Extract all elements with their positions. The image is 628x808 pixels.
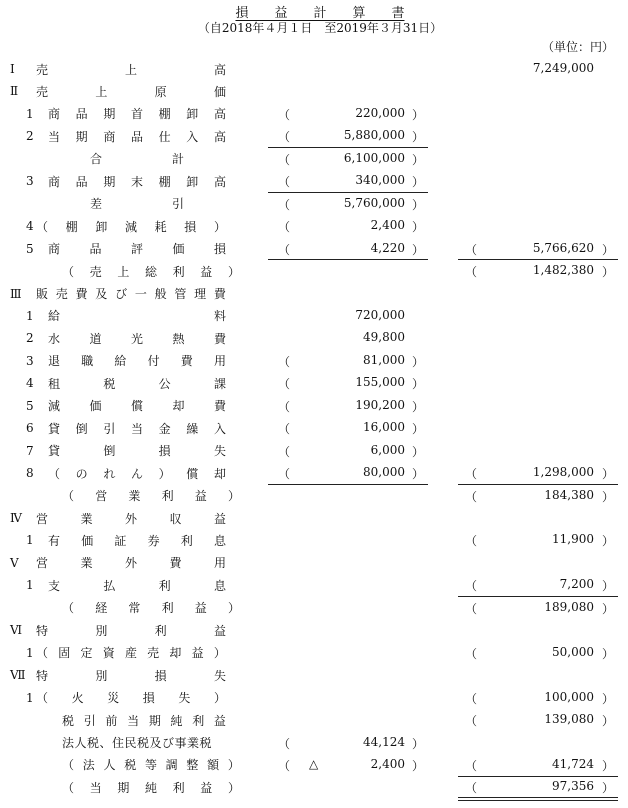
- subtotal-rule-2: [268, 192, 428, 193]
- amount-outer: 189,080: [544, 599, 594, 614]
- paren-open: （: [465, 579, 478, 594]
- amount-inner: 220,000: [355, 105, 405, 120]
- statement-row: [0, 371, 628, 393]
- paren-open: （: [278, 175, 291, 190]
- statement-row: [0, 596, 628, 618]
- paren-close: ）: [602, 691, 615, 706]
- amount-outer: 7,200: [559, 577, 594, 592]
- amount-outer: 97,356: [552, 779, 594, 794]
- paren-close: ）: [412, 130, 425, 145]
- statement-row: [0, 484, 628, 506]
- paren-open: （: [278, 399, 291, 414]
- row-label: 支 払 利 息: [48, 578, 226, 593]
- paren-close: ）: [602, 646, 615, 661]
- row-number: 2: [26, 129, 34, 144]
- paren-close: ）: [602, 242, 615, 257]
- paren-close: ）: [412, 422, 425, 437]
- paren-open: （: [465, 646, 478, 661]
- statement-row: [0, 506, 628, 528]
- negative-triangle: △: [309, 756, 319, 771]
- row-label: 商 品 期 末 棚 卸 高: [48, 174, 226, 189]
- paren-close: ）: [602, 489, 615, 504]
- unit-label: （単位：円）: [541, 40, 614, 54]
- subtotal-rule-6: [458, 484, 618, 485]
- subtotal-rule-3: [268, 259, 428, 260]
- double-rule-top: [458, 797, 618, 798]
- statement-row: [0, 102, 628, 124]
- amount-inner: 720,000: [355, 307, 405, 322]
- amount-inner: 16,000: [363, 420, 405, 435]
- statement-row: [0, 551, 628, 573]
- row-number: Ⅰ: [10, 62, 15, 76]
- statement-row: [0, 753, 628, 775]
- paren-open: （: [278, 467, 291, 482]
- statement-row: [0, 214, 628, 236]
- paren-close: ）: [412, 242, 425, 257]
- amount-inner: 6,000: [370, 442, 405, 457]
- row-number: 2: [26, 331, 34, 346]
- subtotal-rule-8: [458, 776, 618, 777]
- amount-inner: 340,000: [355, 173, 405, 188]
- amount-outer: 11,900: [552, 532, 594, 547]
- row-label: 営 業 外 収 益: [36, 511, 226, 526]
- paren-open: （: [278, 377, 291, 392]
- row-label: （ 火 災 損 失 ）: [36, 691, 226, 706]
- row-number: Ⅶ: [10, 668, 26, 683]
- row-label: 当 期 商 品 仕 入 高: [48, 129, 226, 144]
- statement-row: [0, 57, 628, 79]
- statement-row: [0, 79, 628, 101]
- paren-close: ）: [412, 377, 425, 392]
- row-number: 4: [26, 376, 34, 391]
- amount-outer: 1,298,000: [532, 465, 594, 480]
- row-label: （ 固 定 資 産 売 却 益 ）: [36, 646, 226, 661]
- paren-open: （: [278, 130, 291, 145]
- statement-row: [0, 349, 628, 371]
- paren-open: （: [278, 444, 291, 459]
- paren-open: （: [465, 758, 478, 773]
- statement-row: [0, 304, 628, 326]
- statement-row: [0, 528, 628, 550]
- paren-open: （: [465, 601, 478, 616]
- paren-close: ）: [412, 175, 425, 190]
- paren-close: ）: [412, 758, 425, 773]
- row-label: 合 計: [90, 152, 184, 167]
- statement-row: [0, 237, 628, 259]
- subtotal-rule-1: [268, 147, 428, 148]
- amount-inner: 81,000: [363, 352, 405, 367]
- subtotal-rule-5: [268, 484, 428, 485]
- statement-row: [0, 259, 628, 281]
- row-label: 減 価 償 却 費: [48, 399, 226, 414]
- statement-row: [0, 573, 628, 595]
- paren-close: ）: [602, 601, 615, 616]
- paren-close: ）: [602, 714, 615, 729]
- row-number: 1: [26, 645, 34, 660]
- row-number: Ⅴ: [10, 555, 19, 570]
- row-label: 有 価 証 券 利 息: [48, 533, 226, 548]
- amount-inner: 2,400: [370, 756, 405, 771]
- row-number: Ⅲ: [10, 286, 22, 301]
- statement-row: [0, 394, 628, 416]
- paren-open: （: [278, 107, 291, 122]
- paren-close: ）: [412, 444, 425, 459]
- row-label: 特 別 損 失: [36, 668, 226, 683]
- paren-open: （: [465, 781, 478, 796]
- double-rule-bottom: [458, 800, 618, 801]
- row-number: 7: [26, 443, 34, 458]
- statement-row: [0, 461, 628, 483]
- paren-open: （: [278, 736, 291, 751]
- row-number: 1: [26, 690, 34, 705]
- statement-row: [0, 663, 628, 685]
- statement-row: [0, 326, 628, 348]
- statement-row: [0, 731, 628, 753]
- amount-inner: 155,000: [355, 375, 405, 390]
- row-label: （ の れ ん ） 償 却: [48, 466, 226, 481]
- paren-open: （: [278, 220, 291, 235]
- row-number: 5: [26, 241, 34, 256]
- subtotal-rule-4: [458, 259, 618, 260]
- statement-row: [0, 641, 628, 663]
- amount-inner: 6,100,000: [343, 150, 405, 165]
- paren-open: （: [465, 691, 478, 706]
- paren-close: ）: [412, 467, 425, 482]
- statement-row: [0, 708, 628, 730]
- row-label: 水 道 光 熱 費: [48, 331, 226, 346]
- row-number: 1: [26, 533, 34, 548]
- paren-open: （: [465, 489, 478, 504]
- amount-inner: 4,220: [370, 240, 405, 255]
- paren-open: （: [465, 714, 478, 729]
- statement-row: [0, 439, 628, 461]
- statement-row: [0, 282, 628, 304]
- row-number: Ⅳ: [10, 511, 22, 525]
- paren-open: （: [465, 265, 478, 280]
- row-label: 貸 倒 引 当 金 繰 入: [48, 421, 226, 436]
- paren-open: （: [278, 197, 291, 212]
- statement-title: 損 益 計 算 書: [235, 6, 405, 21]
- row-label: （ 当 期 純 利 益 ）: [62, 780, 240, 795]
- amount-outer: 1,482,380: [532, 263, 594, 278]
- paren-close: ）: [602, 781, 615, 796]
- amount-inner: 49,800: [363, 330, 405, 345]
- paren-close: ）: [412, 107, 425, 122]
- row-label: 販 売 費 及 び 一 般 管 理 費: [36, 287, 226, 301]
- statement-row: [0, 618, 628, 640]
- amount-outer: 100,000: [544, 689, 594, 704]
- statement-row: [0, 775, 628, 797]
- paren-close: ）: [412, 354, 425, 369]
- row-number: 1: [26, 308, 34, 323]
- paren-open: （: [278, 422, 291, 437]
- paren-close: ）: [412, 220, 425, 235]
- amount-inner: 80,000: [363, 465, 405, 480]
- row-label: 差 引: [90, 197, 184, 212]
- row-label: （ 売 上 総 利 益 ）: [62, 264, 240, 279]
- row-label: （ 棚 卸 減 耗 損 ）: [36, 219, 226, 234]
- paren-open: （: [278, 242, 291, 257]
- row-number: 4: [26, 219, 34, 234]
- amount-inner: 5,880,000: [343, 128, 405, 143]
- paren-close: ）: [412, 736, 425, 751]
- row-label: 売 上 高: [36, 62, 226, 77]
- statement-row: [0, 169, 628, 191]
- amount-inner: 190,200: [355, 397, 405, 412]
- row-number: Ⅱ: [10, 84, 19, 99]
- row-label: 特 別 利 益: [36, 623, 226, 638]
- paren-close: ）: [602, 534, 615, 549]
- amount-outer: 184,380: [544, 487, 594, 502]
- row-label: 商 品 期 首 棚 卸 高: [48, 107, 226, 122]
- row-number: 3: [26, 353, 34, 368]
- row-number: 6: [26, 421, 34, 436]
- row-label: （ 営 業 利 益 ）: [62, 489, 240, 504]
- amount-outer: 139,080: [544, 712, 594, 727]
- row-label: 法人税、住民税及び事業税: [62, 736, 213, 750]
- statement-row: [0, 147, 628, 169]
- paren-close: ）: [602, 467, 615, 482]
- statement-period: （自2018年４月１日 至2019年３月31日）: [197, 21, 443, 35]
- paren-open: （: [465, 467, 478, 482]
- paren-close: ）: [412, 152, 425, 167]
- amount-inner: 5,760,000: [343, 195, 405, 210]
- row-number: 1: [26, 106, 34, 121]
- row-label: 租 税 公 課: [48, 376, 226, 391]
- paren-open: （: [465, 242, 478, 257]
- row-number: Ⅵ: [10, 623, 23, 638]
- paren-open: （: [465, 534, 478, 549]
- subtotal-rule-7: [458, 596, 618, 597]
- paren-close: ）: [412, 197, 425, 212]
- row-label: （ 経 常 利 益 ）: [62, 601, 240, 616]
- paren-close: ）: [602, 265, 615, 280]
- paren-open: （: [278, 152, 291, 167]
- statement-row: [0, 686, 628, 708]
- row-number: 5: [26, 398, 34, 413]
- row-label: （ 法 人 税 等 調 整 額 ）: [62, 758, 240, 773]
- row-label: 給 料: [48, 309, 226, 324]
- row-number: 8: [26, 466, 34, 481]
- row-number: 1: [26, 578, 34, 593]
- statement-row: [0, 192, 628, 214]
- paren-open: （: [278, 758, 291, 773]
- paren-close: ）: [412, 399, 425, 414]
- row-label: 売 上 原 価: [36, 84, 226, 99]
- amount-outer: 41,724: [552, 756, 594, 771]
- row-label: 営 業 外 費 用: [36, 556, 226, 571]
- paren-close: ）: [602, 579, 615, 594]
- paren-open: （: [278, 354, 291, 369]
- amount-outer: 7,249,000: [532, 61, 594, 75]
- statement-row: [0, 124, 628, 146]
- row-label: 税 引 前 当 期 純 利 益: [62, 713, 226, 728]
- row-label: 貸 倒 損 失: [48, 444, 226, 459]
- amount-inner: 2,400: [370, 218, 405, 233]
- row-label: 商 品 評 価 損: [48, 242, 226, 257]
- amount-inner: 44,124: [363, 734, 405, 749]
- row-label: 退 職 給 付 費 用: [48, 354, 226, 369]
- amount-outer: 50,000: [552, 644, 594, 659]
- statement-row: [0, 416, 628, 438]
- row-number: 3: [26, 174, 34, 189]
- amount-outer: 5,766,620: [532, 240, 594, 255]
- paren-close: ）: [602, 758, 615, 773]
